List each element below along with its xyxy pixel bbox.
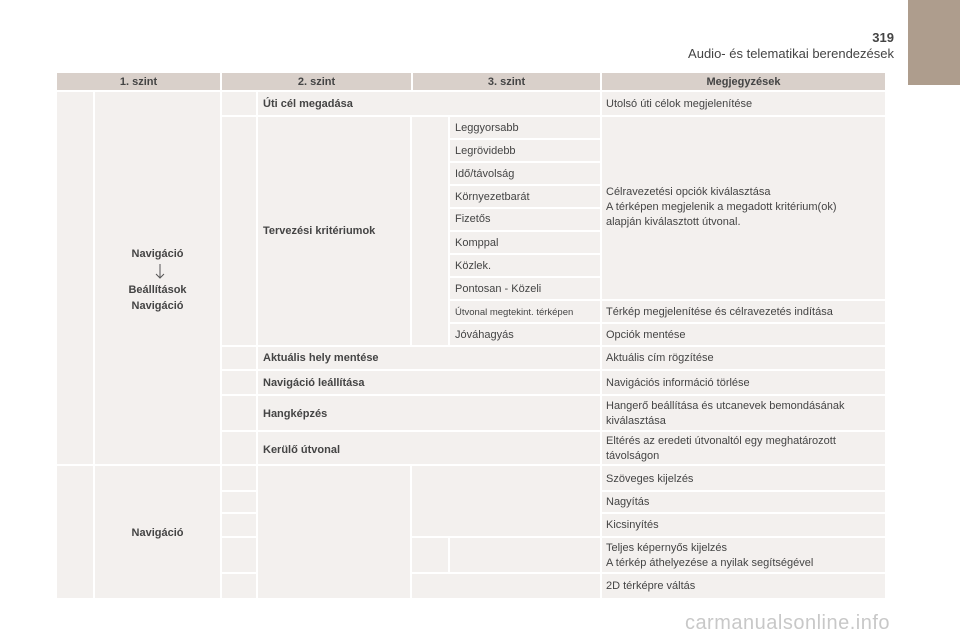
cell-blank xyxy=(412,574,600,598)
cell-blank xyxy=(222,117,256,345)
cell-blank xyxy=(450,538,600,572)
column-header-level3: 3. szint xyxy=(413,73,600,90)
group1-level1-sub2: Navigáció xyxy=(131,300,184,312)
option-fizetos: Fizetős xyxy=(455,213,491,225)
cell-blank xyxy=(222,347,256,369)
column-header-level2: 2. szint xyxy=(222,73,411,90)
row-tervezesi-label: Tervezési kritériumok xyxy=(263,225,376,237)
group1-level1-title: Navigáció xyxy=(131,248,184,260)
cell-blank xyxy=(222,371,256,394)
note-kicsinyites: Kicsinyítés xyxy=(606,519,659,531)
row-uti-cel-note: Utolsó úti célok megjelenítése xyxy=(606,98,753,110)
row-leallitas-note: Navigációs információ törlése xyxy=(606,377,750,389)
note-2d-map: 2D térképre váltás xyxy=(606,580,696,592)
group1-margin-cell xyxy=(57,92,93,464)
cell-blank xyxy=(222,492,256,512)
row-hangkepzes-label: Hangképzés xyxy=(263,408,328,420)
group2-level3-cell xyxy=(412,466,600,536)
note-fullscreen-line1: Teljes képernyős kijelzés xyxy=(606,542,728,554)
option-legrovidebb: Legrövidebb xyxy=(455,145,516,157)
tervezesi-note-line3: alapján kiválasztott útvonal. xyxy=(606,216,741,228)
group2-level1-title: Navigáció xyxy=(131,527,184,539)
page-number: 319 xyxy=(872,30,894,45)
option-kozlek: Közlek. xyxy=(455,260,492,272)
row-aktualis-label: Aktuális hely mentése xyxy=(263,352,379,364)
cell-blank xyxy=(222,466,256,490)
group1-level1-sub1: Beállítások xyxy=(128,284,187,296)
row-kerulo-note1: Eltérés az eredeti útvonaltól egy meghatározott xyxy=(606,435,836,447)
tervezesi-note-line2: A térképen megjelenik a megadott kritérium(ok) xyxy=(606,201,837,213)
cell-blank xyxy=(412,117,448,345)
row-kerulo-note2: távolságon xyxy=(606,450,660,462)
cell-blank xyxy=(222,538,256,572)
option-jovahagyas: Jóváhagyás xyxy=(455,329,514,341)
note-szoveges: Szöveges kijelzés xyxy=(606,473,694,485)
arrow-down-icon xyxy=(154,264,166,280)
row-leallitas-label: Navigáció leállítása xyxy=(263,377,365,389)
column-header-notes: Megjegyzések xyxy=(602,73,885,90)
option-utvonal-terkep: Útvonal megtekint. térképen xyxy=(455,307,574,318)
map-note: Térkép megjelenítése és célravezetés indítása xyxy=(606,306,833,318)
note-fullscreen-line2: A térkép áthelyezése a nyilak segítségével xyxy=(606,557,814,569)
row-kerulo-label: Kerülő útvonal xyxy=(263,444,341,456)
header-title: Audio- és telematikai berendezések xyxy=(688,46,894,61)
option-ido-tavolsag: Idő/távolság xyxy=(455,168,515,180)
option-leggyorsabb: Leggyorsabb xyxy=(455,122,519,134)
row-hangkepzes-note2: kiválasztása xyxy=(606,415,666,427)
cell-blank xyxy=(222,396,256,430)
option-kornyezetbarat: Környezetbarát xyxy=(455,191,530,203)
column-header-level1: 1. szint xyxy=(57,73,220,90)
cell-blank xyxy=(412,538,448,572)
confirm-note: Opciók mentése xyxy=(606,329,686,341)
cell-blank xyxy=(222,92,256,115)
option-komppal: Komppal xyxy=(455,237,499,249)
cell-blank xyxy=(222,432,256,464)
corner-tab xyxy=(908,0,960,85)
cell-blank xyxy=(222,514,256,536)
row-hangkepzes-note1: Hangerő beállítása és utcanevek bemondásának xyxy=(606,400,845,412)
option-pontosan-kozeli: Pontosan - Közeli xyxy=(455,283,542,295)
row-aktualis-note: Aktuális cím rögzítése xyxy=(606,352,714,364)
group2-level2-cell xyxy=(258,466,410,598)
cell-blank xyxy=(222,574,256,598)
watermark: carmanualsonline.info xyxy=(684,612,890,634)
tervezesi-note-line1: Célravezetési opciók kiválasztása xyxy=(606,186,771,198)
group2-margin-cell xyxy=(57,466,93,598)
row-uti-cel-label: Úti cél megadása xyxy=(263,98,353,110)
note-nagyitas: Nagyítás xyxy=(606,496,650,508)
